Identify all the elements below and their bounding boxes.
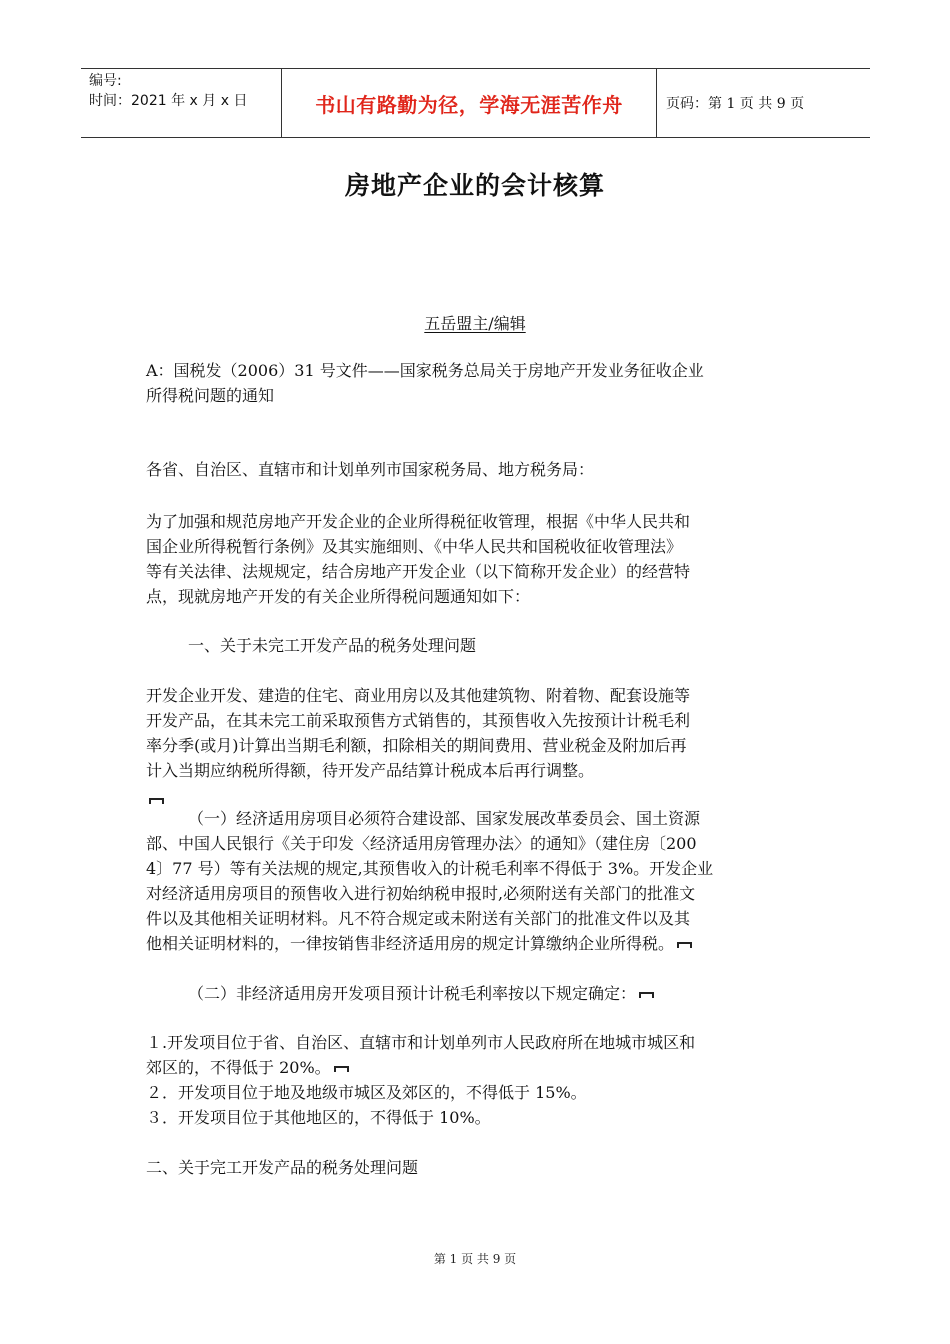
paragraph-mark-icon	[677, 942, 692, 948]
editor-credit: 五岳盟主/编辑	[424, 314, 526, 333]
list-item-continued	[146, 1055, 811, 1080]
paragraph-line: 开发产品，在其未完工前采取预售方式销售的，其预售收入先按预计计税毛利	[146, 711, 691, 730]
document-editor	[0, 311, 950, 334]
paragraph-mark-icon	[149, 798, 164, 804]
header-meta	[81, 69, 281, 137]
list-item-text: 郊区的，不得低于 20%。	[146, 1058, 331, 1077]
header-motto: 书山有路勤为径，学海无涯苦作舟	[281, 69, 657, 137]
document-number-label: 编号:	[89, 73, 122, 89]
paragraph-mark-icon	[334, 1066, 349, 1072]
subsection-2	[146, 981, 811, 1006]
page-footer: 第 1 页 共 9 页	[433, 1252, 517, 1266]
paragraph-mark-icon	[639, 992, 654, 998]
list-item: ２．开发项目位于地及地级市城区及郊区的，不得低于 15%。	[146, 1083, 587, 1102]
section-a-line-1: A：国税发（2006）31 号文件——国家税务总局关于房地产开发业务征收企业	[146, 361, 704, 380]
subsection-line: 4〕77 号）等有关法规的规定,其预售收入的计税毛利率不得低于 3%。开发企业	[146, 859, 714, 878]
document-time-label: 时间：2021 年 x 月 x 日	[89, 93, 248, 109]
section-a-line-2: 所得税问题的通知	[146, 386, 275, 405]
paragraph-line: 计入当期应纳税所得额，待开发产品结算计税成本后再行调整。	[146, 761, 595, 780]
subsection-line: （一）经济适用房项目必须符合建设部、国家发展改革委员会、国土资源	[188, 809, 701, 828]
subsection-line: 件以及其他相关证明材料。凡不符合规定或未附送有关部门的批准文件以及其	[146, 909, 691, 928]
subsection-line: 部、中国人民银行《关于印发〈经济适用房管理办法〉的通知》（建住房〔200	[146, 834, 697, 853]
paragraph-line: 开发企业开发、建造的住宅、商业用房以及其他建筑物、附着物、配套设施等	[146, 686, 691, 705]
subsection-line-end	[146, 931, 811, 956]
subsection-2-text: （二）非经济适用房开发项目预计计税毛利率按以下规定确定：	[188, 984, 637, 1003]
intro-line: 国企业所得税暂行条例》及其实施细则、《中华人民共和国税收征收管理法》	[146, 537, 683, 556]
document-title: 房地产企业的会计核算	[344, 171, 605, 200]
intro-line: 等有关法律、法规规定，结合房地产开发企业（以下简称开发企业）的经营特	[146, 562, 691, 581]
paragraph-line: 率分季(或月)计算出当期毛利额，扣除相关的期间费用、营业税金及附加后再	[146, 736, 687, 755]
page-header	[81, 68, 870, 138]
list-item: ３．开发项目位于其他地区的，不得低于 10%。	[146, 1108, 491, 1127]
list-item: １.开发项目位于省、自治区、直辖市和计划单列市人民政府所在地城市城区和	[146, 1033, 696, 1052]
section-heading-2: 二、关于完工开发产品的税务处理问题	[146, 1158, 419, 1177]
subsection-line-text: 他相关证明材料的，一律按销售非经济适用房的规定计算缴纳企业所得税。	[146, 934, 675, 953]
section-heading-1: 一、关于未完工开发产品的税务处理问题	[188, 636, 477, 655]
subsection-line: 对经济适用房项目的预售收入进行初始纳税申报时,必须附送有关部门的批准文	[146, 884, 696, 903]
intro-line: 点，现就房地产开发的有关企业所得税问题通知如下：	[146, 587, 531, 606]
header-page-info: 页码：第 1 页 共 9 页	[666, 96, 805, 112]
intro-line: 为了加强和规范房地产开发企业的企业所得税征收管理，根据《中华人民共和	[146, 512, 691, 531]
salutation: 各省、自治区、直辖市和计划单列市国家税务局、地方税务局：	[146, 460, 595, 479]
